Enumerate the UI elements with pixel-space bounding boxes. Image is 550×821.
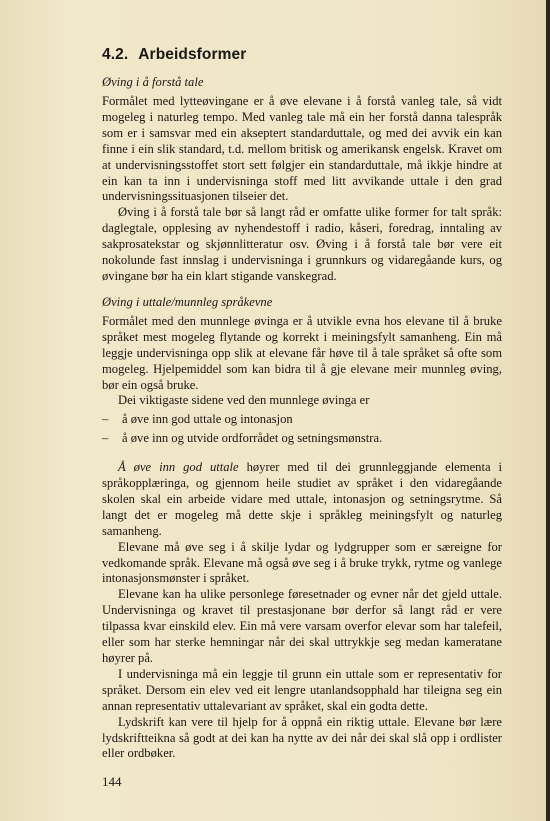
- page-number: 144: [102, 774, 122, 789]
- subheading-speaking: Øving i uttale/munnleg språkevne: [102, 294, 273, 309]
- paragraph-8: I undervisninga må ein leggje til grunn ein uttale som er representativ for språket. Dersom ein elev ved eit lengre utanlandsopphald har tileigna seg ein annan representativ uttalevariant av språket, skal ein godta dette.: [102, 666, 502, 713]
- paragraph-9: Lydskrift kan vere til hjelp for å oppnå ein riktig uttale. Elevane bør lære lydskriftteikna så godt at dei kan ha nytte av dei når dei skal slå opp i ordlister eller ordbøker.: [102, 714, 502, 761]
- page-edge: [546, 0, 550, 821]
- list-item-text: å øve inn god uttale og intonasjon: [122, 412, 293, 427]
- paragraph-3: Formålet med den munnlege øvinga er å utvikle evna hos elevane til å bruke språket mest mogeleg flytande og korrekt i meiningsfylt samanheng. Ein må leggje undervisninga opp slik at elevane får høve til å tale språket så ofte som mogeleg. Hjelpemiddel som kan bidra til å gje elevane meir munnleg øving, bør ein også bruke.: [102, 313, 502, 392]
- list-item-text: å øve inn og utvide ordforrådet og setningsmønstra.: [122, 431, 383, 446]
- list-item: [102, 412, 502, 428]
- paragraph-5-lead: Å øve inn god uttale: [118, 460, 239, 475]
- paragraph-4: Dei viktigaste sidene ved den munnlege øvinga er: [118, 393, 370, 408]
- paragraph-1: Formålet med lytteøvingane er å øve elevane i å forstå vanleg tale, så vidt mogeleg i naturleg tempo. Med vanleg tale må ein her forstå danna talespråk som er i samsvar med ein akseptert standarduttale, og med dei avvik ein kan finne i ein slik standard, t.d. mellom britisk og amerikansk engelsk. Kravet om at undervisningsstoffet stort sett følgjer ein standarduttale, må ikkje hindre at ein kan ta inn i undervisninga stoff med litt avvikande uttale i den grad undervisningssituasjonen tilseier det.: [102, 94, 502, 204]
- dash-marker: –: [102, 431, 109, 446]
- paragraph-5: [102, 460, 502, 540]
- section-number: 4.2.: [102, 46, 129, 63]
- list-item: [102, 431, 502, 447]
- paragraph-6: Elevane må øve seg i å skilje lydar og lydgrupper som er særeigne for vedkomande språk. Elevane må også øve seg i å bruke trykk, rytme og vanlege intonasjonsmønster i språket.: [102, 539, 502, 586]
- dash-marker: –: [102, 412, 109, 427]
- paragraph-7: Elevane kan ha ulike personlege føresetnader og evner når det gjeld uttale. Undervisninga og kravet til prestasjonane bør derfor så langt råd er vere tilpassa kvar einskild elev. Ein må vere varsam overfor elevar som har talefeil, eller som har sterke hemningar når dei skal uttrykkje seg medan kameratane høyrer på.: [102, 587, 502, 665]
- section-title: Arbeidsformer: [138, 46, 247, 63]
- section-heading: [102, 46, 502, 64]
- subheading-listening: Øving i å forstå tale: [102, 75, 204, 89]
- paragraph-5-text: høyrer med til dei grunnleggjande elementa i språkopplæringa, og gjennom heile studiet av språket i den vidaregåande skolen skal ein arbeide vidare med uttale, intonasjon og setningsrytme. Så langt det er mogeleg må dette skje i språkleg meiningsfylt og naturleg samanheng.: [102, 460, 502, 538]
- paragraph-2: Øving i å forstå tale bør så langt råd er omfatte ulike former for talt språk: daglegtale, opplesing av nyhendestoff i radio, kåseri, foredrag, inntaling av sakprosatekstar og skjønnlitteratur osv. Øving i å forstå tale bør vere eit nokolunde fast innslag i undervisninga i grunnkurs og vidaregåande kurs, og øvingane bør ha ein klart stigande vanskegrad.: [102, 205, 502, 283]
